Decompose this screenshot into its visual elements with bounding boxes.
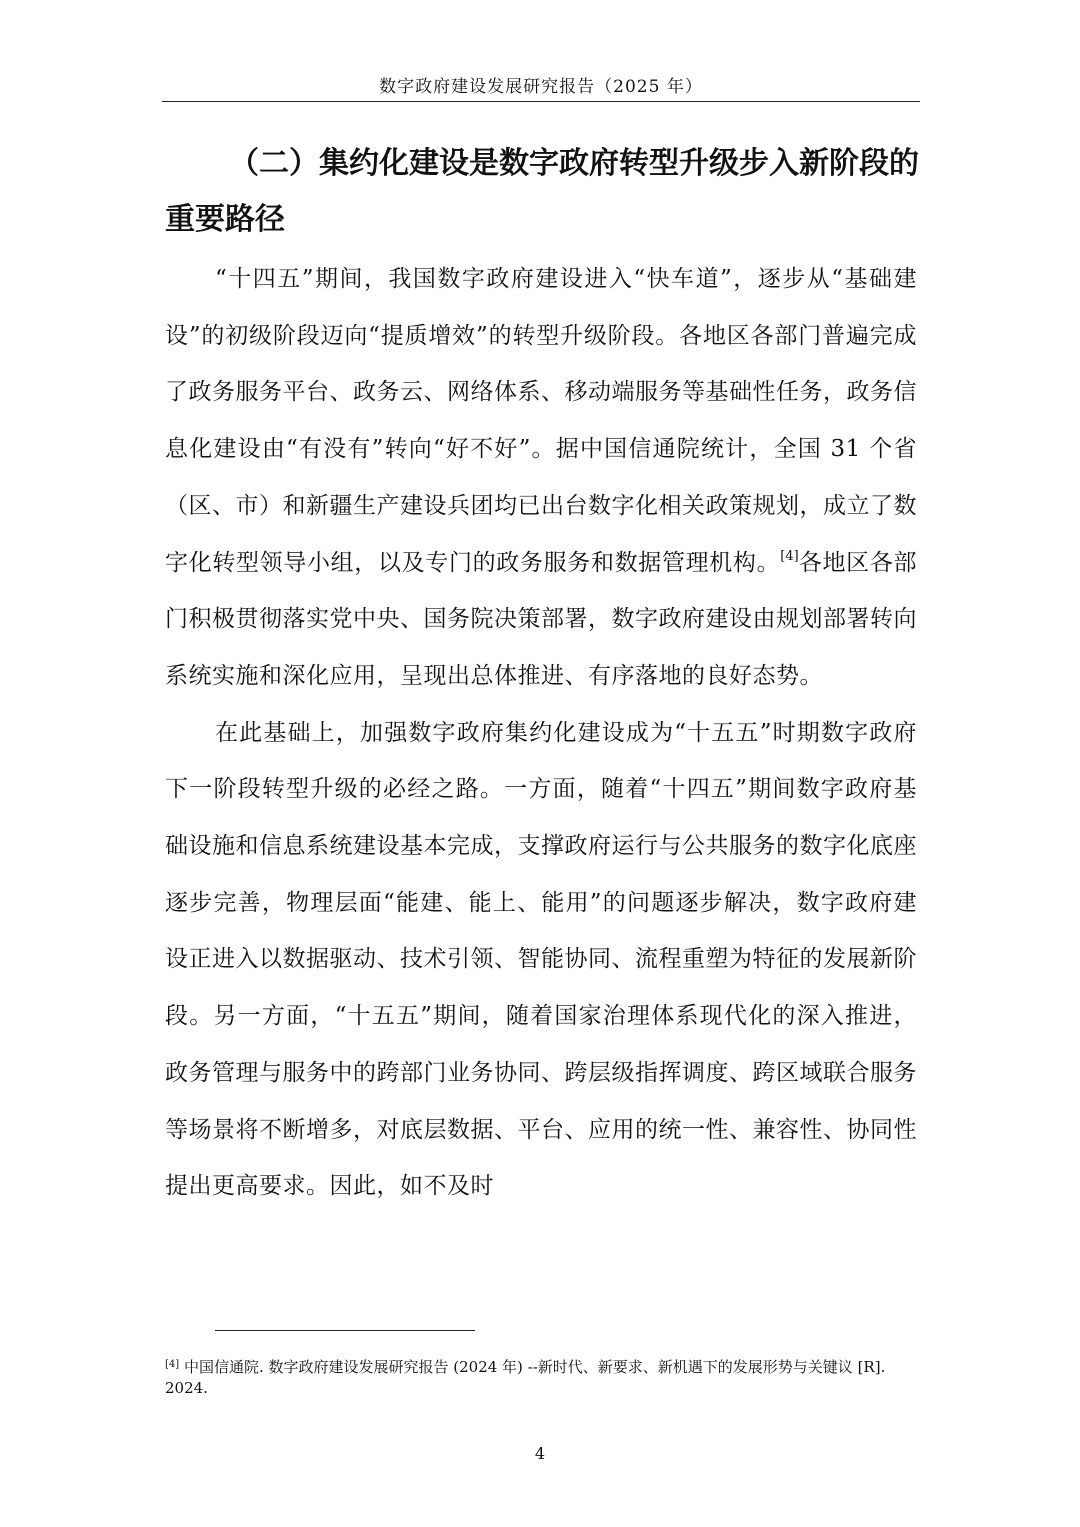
section-title [165,136,917,248]
paragraph-1 [165,251,917,705]
section-title-line1: （二）集约化建设是数字政府转型升级步入新阶段的 [229,146,919,181]
header-rule [162,101,920,102]
footnote [165,1357,917,1399]
paragraph-2: 在此基础上，加强数字政府集约化建设成为“十五五”时期数字政府下一阶段转型升级的必经之路。一方面，随着“十四五”期间数字政府基础设施和信息系统建设基本完成，支撑政府运行与公共服务的数字化底座逐步完善，物理层面“能建、能上、能用”的问题逐步解决，数字政府建设正进入以数据驱动、技术引领、智能协同、流程重塑为特征的发展新阶段。另一方面，“十五五”期间，随着国家治理体系现代化的深入推进，政务管理与服务中的跨部门业务协同、跨层级指挥调度、跨区域联合服务等场景将不断增多，对底层数据、平台、应用的统一性、兼容性、协同性提出更高要求。因此，如不及时 [165,719,917,1200]
paragraph-1-part1: “十四五”期间，我国数字政府建设进入“快车道”，逐步从“基础建设”的初级阶段迈向“提质增效”的转型升级阶段。各地区各部门普遍完成了政务服务平台、政务云、网络体系、移动端服务等基础性任务，政务信息化建设由“有没有”转向“好不好”。据中国信通院统计，全国 31 个省（区、市）和新疆生产建设兵团均已出台数字化相关政策规划，成立了数字化转型领导小组，以及专门的政务服务和数据管理机构。 [165,266,917,576]
footnote-mark: [4] [165,1359,180,1370]
section-title-line2: 重要路径 [165,202,285,237]
footnote-text: 中国信通院. 数字政府建设发展研究报告 (2024 年) --新时代、新要求、新机遇下的发展形势与关键议 [R]. 2024. [165,1358,886,1397]
footnote-reference[interactable]: [4] [780,548,799,564]
page-number: 4 [534,1444,546,1463]
footnote-rule [215,1330,475,1331]
paragraph-1-part2: 各地区各部门积极贯彻落实党中央、国务院决策部署，数字政府建设由规划部署转向系统实施和深化应用，呈现出总体推进、有序落地的良好态势。 [165,549,918,689]
body-text [165,251,917,1215]
running-header: 数字政府建设发展研究报告（2025 年） [379,77,703,97]
